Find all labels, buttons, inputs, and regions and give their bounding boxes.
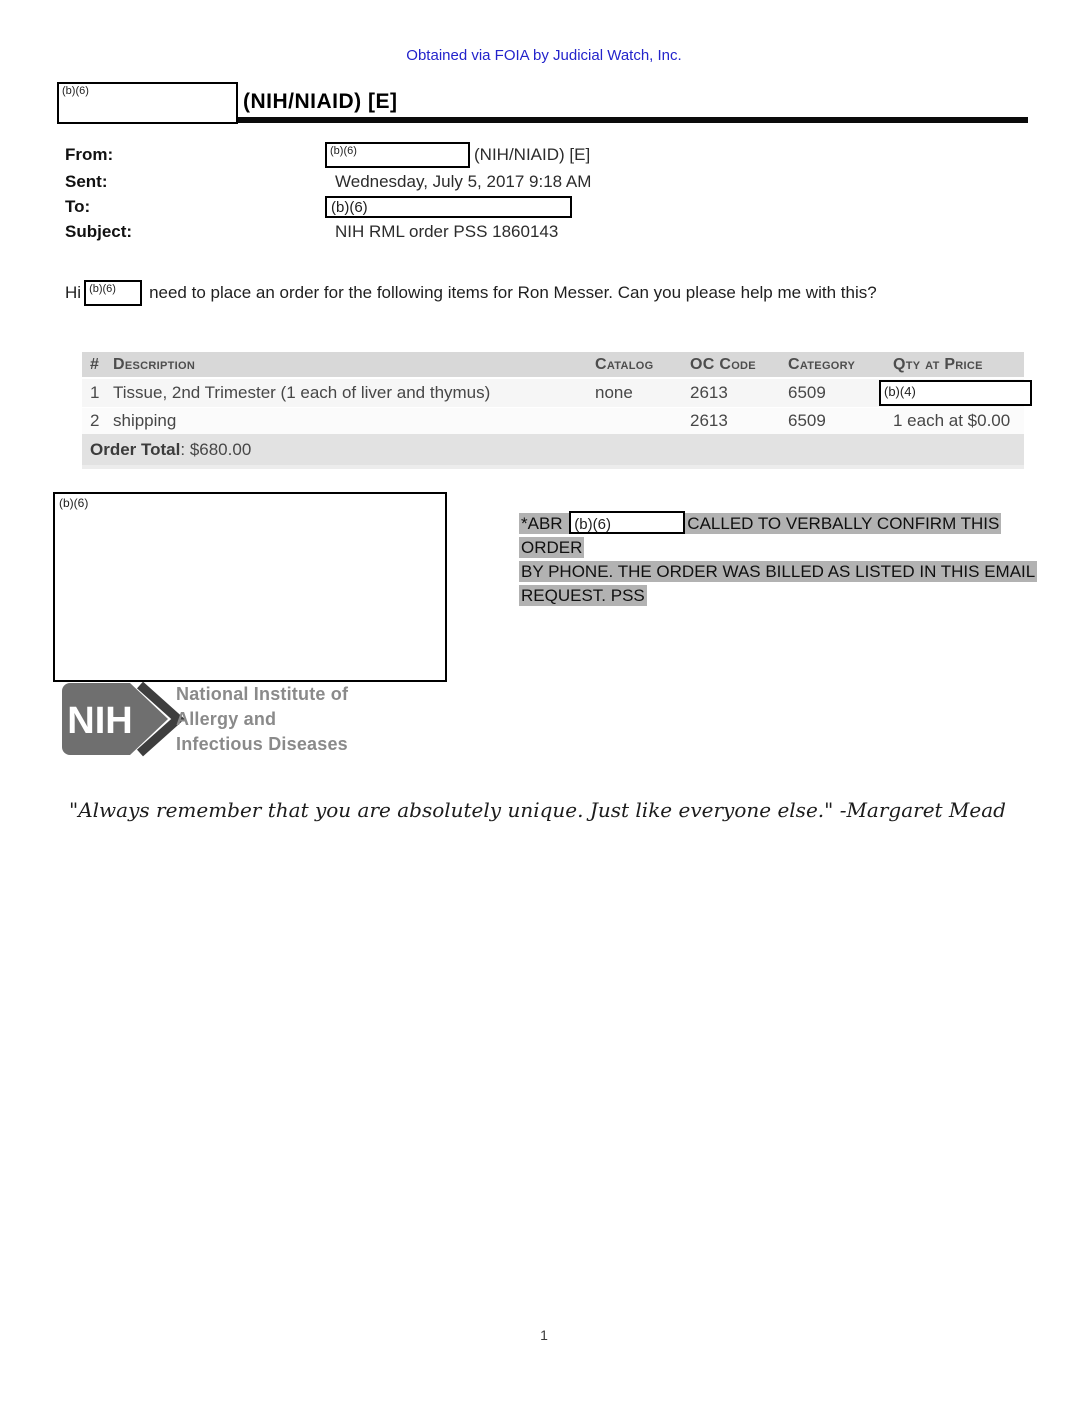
- subject-label: Subject:: [65, 222, 133, 241]
- order-table-header: [82, 352, 1024, 379]
- order-cell-description: shipping: [113, 411, 177, 430]
- order-cell-oc-code: 2613: [690, 411, 728, 430]
- col-number: #: [90, 355, 100, 373]
- redaction-label: (b)(6): [574, 516, 611, 533]
- order-cell-category: 6509: [788, 383, 826, 402]
- redaction-label: (b)(4): [884, 384, 916, 399]
- header-rule: [238, 117, 1028, 123]
- foia-banner: Obtained via FOIA by Judicial Watch, Inc.: [406, 47, 682, 64]
- redaction-box-price: [879, 380, 1032, 406]
- order-cell-qty-at-price: 1 each at $0.00: [893, 411, 1011, 430]
- abr-confirmation-note: [519, 511, 1059, 608]
- subject-value: NIH RML order PSS 1860143: [335, 222, 559, 241]
- abr-line2: BY PHONE. THE ORDER WAS BILLED AS LISTED IN THIS EMAIL: [521, 562, 1036, 581]
- greeting-line: [65, 280, 877, 306]
- order-cell-number: 1: [90, 383, 100, 402]
- to-value: [325, 196, 572, 218]
- order-total-value: : $680.00: [180, 439, 252, 459]
- col-oc-code: OC Code: [690, 355, 756, 373]
- niaid-text-line2: Allergy and: [176, 709, 277, 729]
- order-total-label: Order Total: [90, 439, 181, 459]
- redaction-box-from: [325, 142, 470, 168]
- redaction-label: (b)(6): [62, 85, 89, 97]
- redaction-box-to: [325, 196, 572, 218]
- order-cell-qty-at-price: [884, 379, 1024, 407]
- abr-line3: REQUEST. PSS: [521, 586, 645, 605]
- redaction-box-abr: [569, 511, 685, 534]
- page-number: 1: [540, 1327, 548, 1343]
- abr-line1: CALLED TO VERBALLY CONFIRM THIS ORDER: [521, 514, 1000, 557]
- abr-prefix: *ABR: [521, 514, 568, 533]
- order-cell-number: 2: [90, 411, 100, 430]
- redaction-box-sender-name: [57, 82, 238, 124]
- meta-row-to: [65, 194, 765, 220]
- nih-acronym: NIH: [67, 700, 133, 742]
- order-cell-oc-code: 2613: [690, 383, 728, 402]
- order-cell-catalog: none: [595, 383, 633, 402]
- from-value: [325, 142, 590, 168]
- from-suffix: (NIH/NIAID) [E]: [474, 145, 591, 164]
- email-header-title: (NIH/NIAID) [E]: [243, 90, 398, 113]
- order-cell-category: 6509: [788, 411, 826, 430]
- col-description: Description: [113, 355, 196, 373]
- greeting-prefix: Hi: [65, 283, 82, 302]
- col-qty-at-price: Qty at Price: [893, 355, 983, 373]
- sent-label: Sent:: [65, 172, 108, 191]
- signature-quote: "Always remember that you are absolutely unique. Just like everyone else." -Margaret Mead: [69, 798, 1006, 822]
- col-catalog: Catalog: [595, 355, 654, 373]
- order-row: [82, 379, 1024, 408]
- email-meta: [65, 140, 765, 244]
- niaid-logo-text: [176, 682, 348, 757]
- redaction-label: (b)(6): [331, 199, 368, 216]
- meta-row-sent: [65, 170, 765, 194]
- niaid-text-line3: Infectious Diseases: [176, 734, 348, 754]
- meta-row-from: [65, 140, 765, 170]
- order-total-row: [82, 434, 1024, 465]
- redaction-box-signature: [53, 492, 447, 682]
- redaction-label: (b)(6): [330, 145, 357, 157]
- sent-value: Wednesday, July 5, 2017 9:18 AM: [335, 172, 592, 191]
- redaction-box-greeting: [84, 280, 142, 306]
- col-category: Category: [788, 355, 856, 373]
- from-label: From:: [65, 145, 114, 164]
- redaction-label: (b)(6): [59, 496, 89, 510]
- greeting-text: need to place an order for the following items for Ron Messer. Can you please help me with this?: [149, 283, 877, 302]
- order-cell-description: Tissue, 2nd Trimester (1 each of liver and thymus): [113, 383, 491, 402]
- niaid-text-line1: National Institute of: [176, 684, 349, 704]
- to-label: To:: [65, 197, 91, 216]
- redaction-label: (b)(6): [89, 283, 116, 295]
- order-row: [82, 408, 1024, 434]
- meta-row-subject: [65, 220, 765, 244]
- order-table: [82, 352, 1024, 469]
